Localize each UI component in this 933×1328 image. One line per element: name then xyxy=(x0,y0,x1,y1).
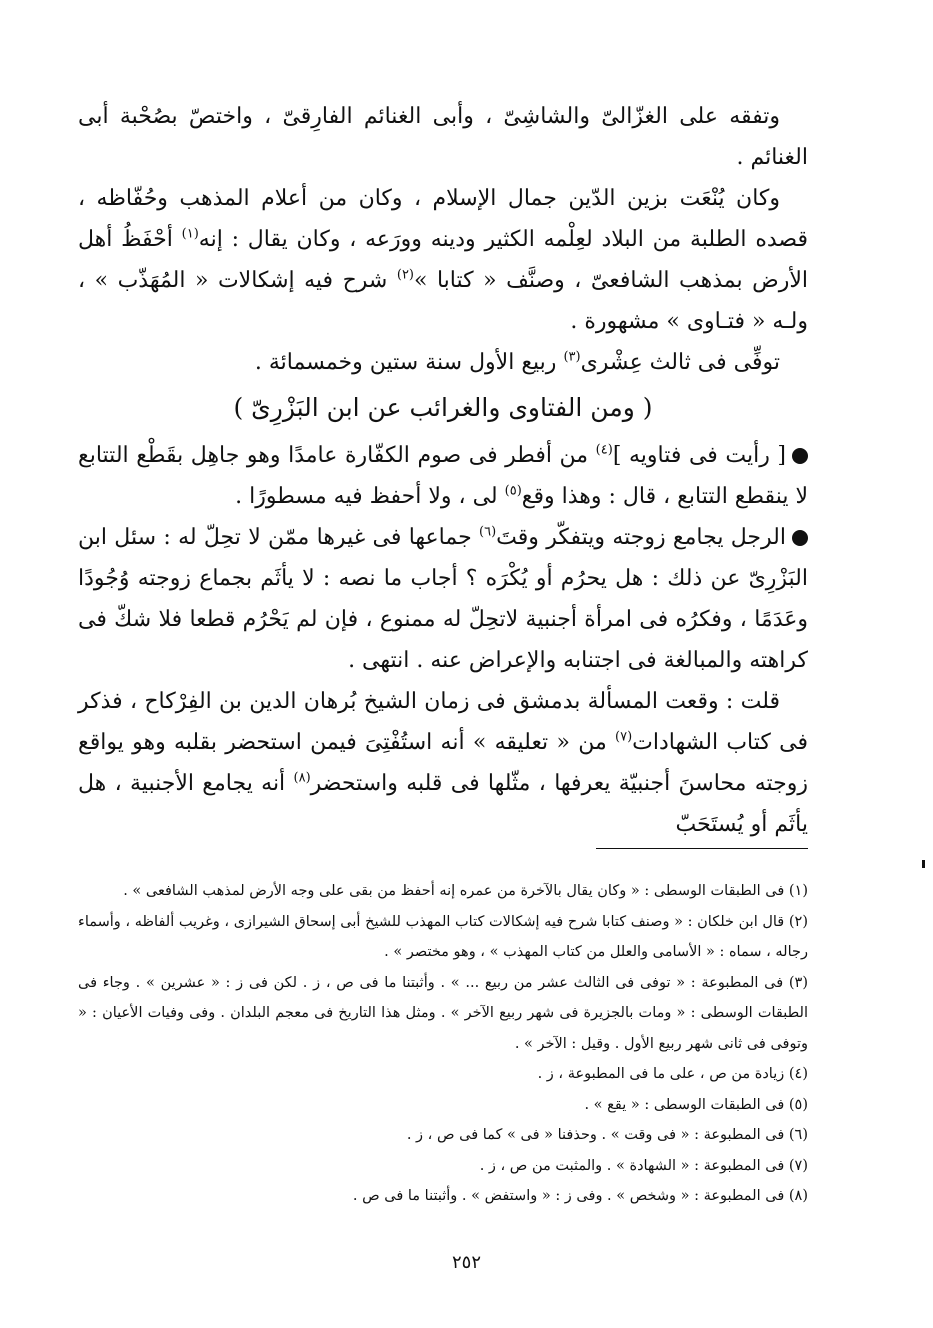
footnote-2: (٢) قال ابن خلكان : « وصنف كتابا شرح فيه إشكالات كتاب المهذب للشيخ أبى إسحاق الشيرازى ، وغريب ألفاظه ، وأسماء رجاله ، سماه : « الأسامى والعلل من كتاب المهذب » ، وهو مختصر » . xyxy=(78,913,808,960)
question-1-part-a: [ رأيت فى فتاويه ] xyxy=(612,443,787,468)
footnote-separator xyxy=(596,848,808,849)
paragraph-3-part-a: توفِّى فى ثالث عِشْرى xyxy=(580,350,780,375)
footnote-6: (٦) فى المطبوعة : « فى وقت » . وحذفنا « فى » كما فى ص ، ز . xyxy=(406,1127,808,1143)
paragraph-qult xyxy=(78,681,808,845)
footnote-7: (٧) فى المطبوعة : « الشهادة » . والمثبت من ص ، ز . xyxy=(479,1157,808,1174)
footnote-ref-3[interactable]: (٣) xyxy=(563,349,581,365)
footnote-ref-6[interactable]: (٦) xyxy=(479,524,497,540)
footnote-ref-1[interactable]: (١) xyxy=(181,226,199,242)
footnote-ref-4[interactable]: (٤) xyxy=(595,442,613,458)
footnote-rule xyxy=(596,848,808,849)
footnote-4: (٤) زيادة من ص ، على ما فى المطبوعة ، ز . xyxy=(537,1066,808,1082)
question-2 xyxy=(78,517,808,681)
footnote-1: (١) فى الطبقات الوسطى : « وكان يقال بالآخرة من عمره إنه أحفظ من بقى على وجه الأرض لمذهب الشافعى » . xyxy=(123,883,808,899)
footnote-ref-5[interactable]: (٥) xyxy=(504,483,522,499)
edge-mark xyxy=(922,860,925,868)
paragraph-3 xyxy=(78,342,808,383)
section-heading: ( ومن الفتاوى والغرائب عن ابن البَزْرِىّ ) xyxy=(233,393,653,422)
footnote-ref-7[interactable]: (٧) xyxy=(615,729,633,745)
paragraph-qult-part-c: أنه يجامع الأجنبية ، هل يأثَم أو يُستَحَبّ xyxy=(78,771,808,837)
bullet-icon xyxy=(792,530,808,546)
footnote-ref-2[interactable]: (٢) xyxy=(396,267,414,283)
question-2-part-b: جماعها فى غيرها ممّن لا تحِلّ له : سئل ابن البَزْرِىّ عن ذلك : هل يحرُم أو يُكْرَه ؟ أجاب ما نصه : لا يأثَم بجماع زوجته وُجُودًا وعَدَمًا ، وفكرُه فى امرأة أجنبية لاتحِلّ له ممنوع ، فإن لم يَحْرُم قطعا فلا شكّ فى كراهته والمبالغة فى اجتنابه والإعراض عنه . انتهى . xyxy=(78,525,808,673)
main-text xyxy=(78,96,808,845)
paragraph-3-part-b: ربيع الأول سنة ستين وخمسمائة . xyxy=(254,350,564,375)
paragraph-2 xyxy=(78,178,808,342)
footnote-3: (٣) فى المطبوعة : « توفى فى الثالث عشر من ربيع ... » . وأثبتنا ما فى ص ، ز . لكن فى ز : « عشرين » . وجاء فى الطبقات الوسطى : « ومات بالجزيرة فى شهر ربيع الآخر » . ومثل هذا التاريخ فى معجم البلدان . وفى وفيات الأعيان : « وتوفى فى ثانى شهر ربيع الأول . وقيل : الآخر » . xyxy=(78,974,808,1052)
page-number: ٢٥٢ xyxy=(451,1252,481,1273)
question-1 xyxy=(78,435,808,517)
question-2-part-a: الرجل يجامع زوجته ويتفكّر وقتَ xyxy=(496,525,786,550)
paragraph-qult-part-b: من « تعليقه » أنه استُفْتِىَ فيمن استحضر بقلبه وهو يواقع زوجته محاسنَ أجنبيّة يعرفها ، مثّلها فى قلبه واستحضر xyxy=(78,730,808,796)
footnote-5: (٥) فى الطبقات الوسطى : « يقع » . xyxy=(584,1096,808,1113)
question-1-part-b: من أفطر فى صوم الكفّارة عامدًا وهو جاهِل بقَطْع التتابع لا ينقطع التتابع ، قال : وهذا وقع xyxy=(78,443,808,509)
paragraph-2-part-c: شرح فيه إشكالات « المُهَذّب » ، ولـه « فتـاوى » مشهورة . xyxy=(78,268,808,334)
footnote-ref-8[interactable]: (٨) xyxy=(293,770,311,786)
bullet-icon xyxy=(792,448,808,464)
question-1-part-c: لى ، ولا أحفظ فيه مسطورًا . xyxy=(235,484,505,509)
footnote-8: (٨) فى المطبوعة : « وشخص » . وفى ز : « واستفض » . وأثبتنا ما فى ص . xyxy=(352,1188,808,1204)
paragraph-2-part-a: وكان يُنْعَت بزين الدّين جمال الإسلام ، وكان من أعلام المذهب وحُفّاظه ، قصده الطلبة من البلاد لعِلْمه الكثير ودينه وورَعه ، وكان يقال : إنه xyxy=(78,186,808,252)
paragraph-qult-part-a: قلت : وقعت المسألة بدمشق فى زمان الشيخ بُرهان الدين بن الفِرْكاح ، فذكر فى كتاب الشهادات xyxy=(78,689,808,755)
paragraph-2-part-b: أحْفَظُ أهل الأرض بمذهب الشافعىّ ، وصنَّف « كتابا » xyxy=(78,227,808,293)
paragraph-1: وتفقه على الغزّالىّ والشاشِىّ ، وأبى الغنائم الفارِقىّ ، واختصّ بصُحْبة أبى الغنائم . xyxy=(78,104,808,170)
footnotes xyxy=(78,876,808,1212)
